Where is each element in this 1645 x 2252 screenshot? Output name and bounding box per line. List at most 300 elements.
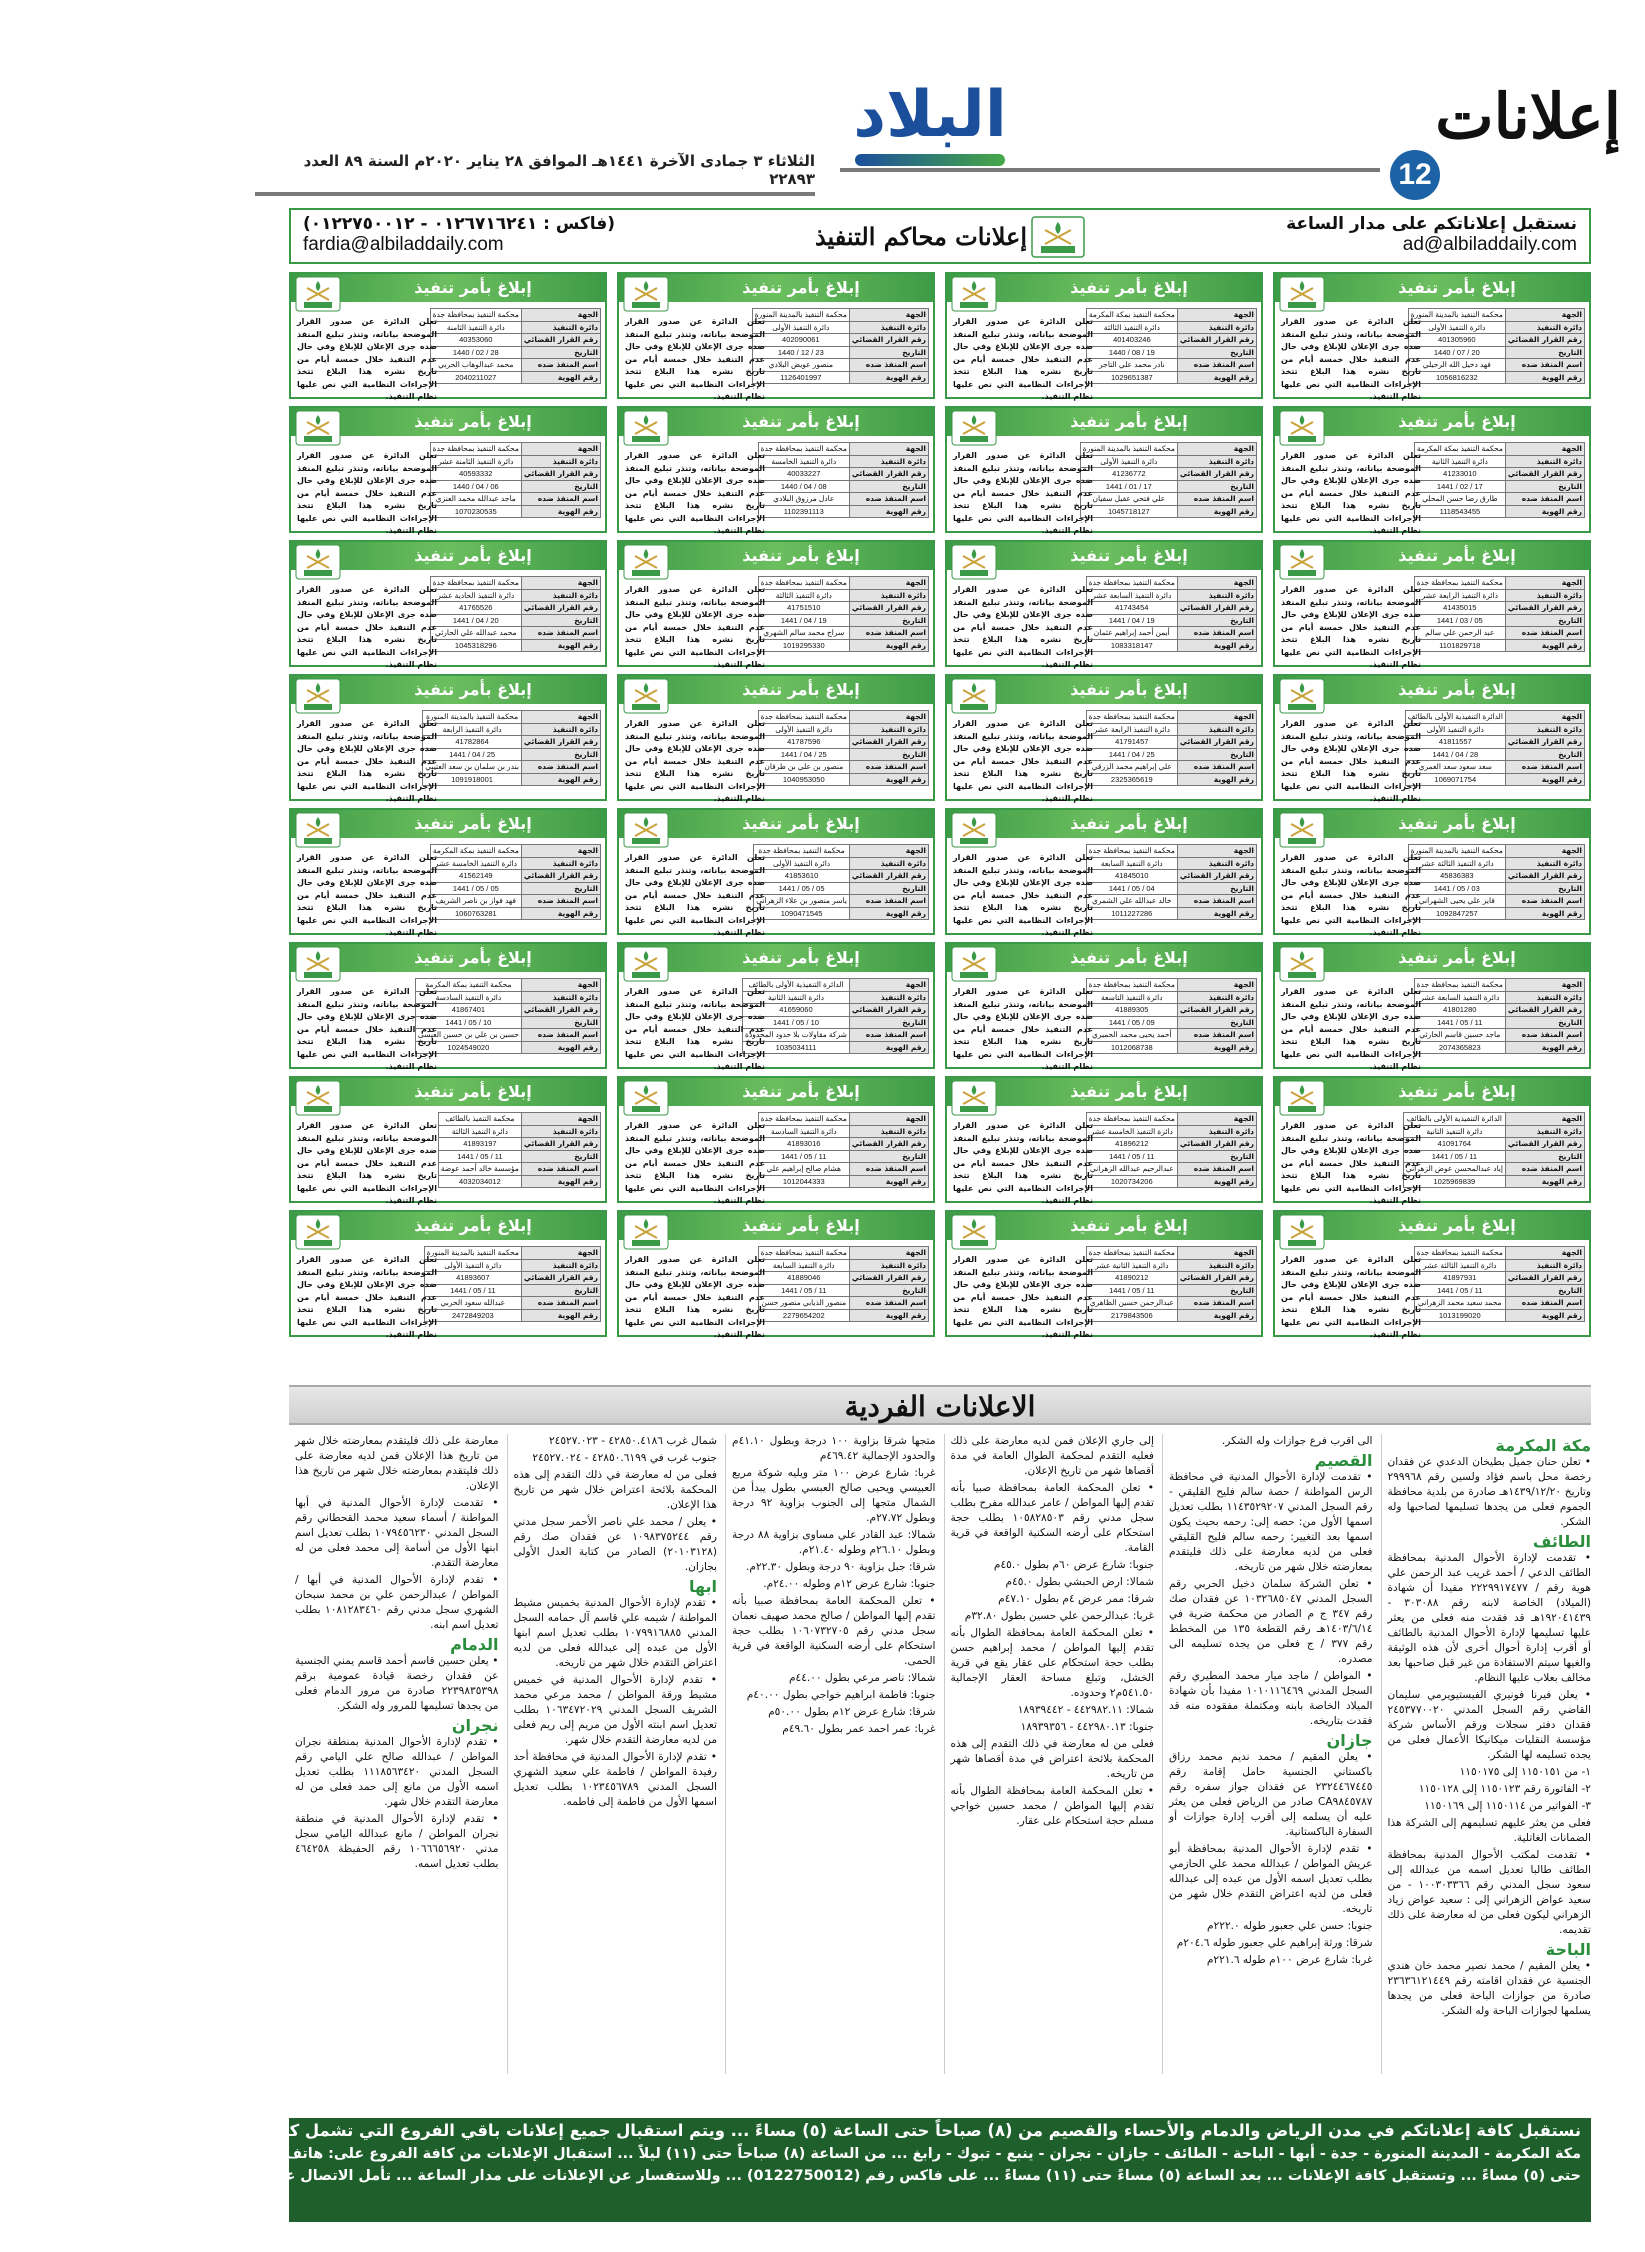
notice-body-text: تعلن الدائرة عن صدور القرار الموضحة بياناته، وتنذر تبليغ المنفذ ضده جرى الإعلان للإبلاغ وفي حال عدم التنفيذ خلال خمسة أيام من تاريخ نشره هذا البلاغ تتخذ الإجراءات النظامية التي نص عليها نظام التنفيذ. bbox=[625, 451, 765, 535]
court-emblem-icon bbox=[295, 946, 341, 982]
banner-fax: (فاكس : ٠١٢٦٧١٦٢٤١ - ٠١٢٢٧٥٠٠١٢) bbox=[303, 214, 616, 234]
notice-details-table bbox=[430, 576, 601, 652]
execution-notice bbox=[945, 406, 1263, 533]
notice-field-id: 2325365619 bbox=[1086, 773, 1177, 786]
notice-details-table bbox=[758, 442, 929, 518]
notice-field-date: 10 / 05 / 1441 bbox=[415, 1016, 521, 1029]
notice-field-label: رقم الهوية bbox=[1505, 371, 1584, 384]
ads-column bbox=[507, 1434, 718, 2074]
notice-field-label: رقم القرار القضائي bbox=[849, 1272, 928, 1285]
notice-body-text: تعلن الدائرة عن صدور القرار الموضحة بياناته، وتنذر تبليغ المنفذ ضده جرى الإعلان للإبلاغ وفي حال عدم التنفيذ خلال خمسة أيام من تاريخ نشره هذا البلاغ تتخذ الإجراءات النظامية التي نص عليها نظام التنفيذ. bbox=[953, 585, 1093, 669]
notice-title: إبلاغ بأمر تنفيذ bbox=[619, 810, 933, 838]
notice-field-decision: 40593332 bbox=[430, 468, 521, 481]
notice-field-court: محكمة التنفيذ بالمدينة المنورة bbox=[1408, 309, 1505, 322]
notice-field-label: رقم الهوية bbox=[849, 1041, 928, 1054]
notice-field-label: الجهة bbox=[849, 1247, 928, 1260]
notice-field-label: الجهة bbox=[521, 711, 600, 724]
notice-field-label: دائرة التنفيذ bbox=[521, 321, 600, 334]
notice-field-decision: 41893197 bbox=[438, 1138, 521, 1151]
ad-item: ٢- الفاتورة رقم ١١٥٠١٢٣ إلى ١١٥٠١٢٨ bbox=[1418, 1783, 1591, 1795]
notice-field-label: اسم المنفذ ضده bbox=[849, 895, 928, 908]
notice-field-label: دائرة التنفيذ bbox=[521, 589, 600, 602]
notice-field-court: محكمة التنفيذ بمكة المكرمة bbox=[1414, 443, 1505, 456]
notice-field-court: محكمة التنفيذ بمحافظة جدة bbox=[430, 443, 521, 456]
notice-field-circuit: دائرة التنفيذ الثالثة عشر bbox=[1408, 857, 1505, 870]
notice-field-court: محكمة التنفيذ بمكة المكرمة bbox=[430, 845, 521, 858]
ad-item: • يعلن / محمد علي ناصر الأحمر سجل مدني رقم ١٠٩٨٣٧٥٢٤٤ عن فقدان صك رقم (٢٠١٠٣١٢٨) الصادر من كتابة العدل الأولى بجازان. bbox=[513, 1516, 717, 1573]
notice-body-text: تعلن الدائرة عن صدور القرار الموضحة بياناته، وتنذر تبليغ المنفذ ضده جرى الإعلان للإبلاغ وفي حال عدم التنفيذ خلال خمسة أيام من تاريخ نشره هذا البلاغ تتخذ الإجراءات النظامية التي نص عليها نظام التنفيذ. bbox=[1281, 853, 1421, 937]
notice-field-name: خالد عبدالله علي الشمري bbox=[1086, 895, 1177, 908]
execution-notice bbox=[289, 1210, 607, 1337]
notice-field-court: محكمة التنفيذ بالمدينة المنورة bbox=[1408, 845, 1505, 858]
notice-field-name: فايز علي يحيى الشهراني bbox=[1408, 895, 1505, 908]
notice-field-label: رقم القرار القضائي bbox=[1505, 602, 1584, 615]
city-heading: القصيم bbox=[1314, 1451, 1373, 1470]
ad-item: • تقدم لإدارة الأحوال المدنية في منطقة نجران المواطن / مانع عبدالله اليامي سجل مدني ١٠٦٦٦٥٦٩٢٠ رقم الحفيظة ٤٦٤٢٥٨ بطلب تعديل اسمه. bbox=[295, 1813, 499, 1870]
notice-title: إبلاغ بأمر تنفيذ bbox=[947, 944, 1261, 972]
notice-field-circuit: دائرة التنفيذ الأولى bbox=[752, 321, 849, 334]
notice-body-text: تعلن الدائرة عن صدور القرار الموضحة بياناته، وتنذر تبليغ المنفذ ضده جرى الإعلان للإبلاغ وفي حال عدم التنفيذ خلال خمسة أيام من تاريخ نشره هذا البلاغ تتخذ الإجراءات النظامية التي نص عليها نظام التنفيذ. bbox=[297, 1255, 437, 1339]
notice-field-decision: 41845010 bbox=[1086, 870, 1177, 883]
notice-field-circuit: دائرة التنفيذ الرابعة عشر bbox=[1086, 723, 1177, 736]
court-emblem-icon bbox=[1279, 410, 1325, 446]
notice-field-date: 10 / 05 / 1441 bbox=[743, 1016, 850, 1029]
notice-field-decision: 45836383 bbox=[1408, 870, 1505, 883]
notice-field-label: التاريخ bbox=[1505, 480, 1584, 493]
notice-field-id: 1101829718 bbox=[1414, 639, 1505, 652]
ad-item: • تقدمت لإدارة الأحوال المدنية في أبها المواطنة / أسماء سعيد محمد القحطاني رقم السجل المدني ١٠٧٩٤٥٦٢٣٠ بطلب تعديل اسم ابنها الأول من أسامة إلى محمد فعلى من له معارضة التقدم. bbox=[295, 1497, 499, 1569]
notice-field-label: اسم المنفذ ضده bbox=[849, 627, 928, 640]
notice-field-label: رقم الهوية bbox=[849, 639, 928, 652]
notice-field-id: 1035034111 bbox=[743, 1041, 850, 1054]
notice-field-circuit: دائرة التنفيذ الثانية عشر bbox=[1086, 1259, 1177, 1272]
notice-field-label: رقم القرار القضائي bbox=[849, 870, 928, 883]
notice-field-label: رقم القرار القضائي bbox=[1505, 870, 1584, 883]
court-emblem-icon bbox=[1279, 544, 1325, 580]
notice-title: إبلاغ بأمر تنفيذ bbox=[291, 1212, 605, 1240]
notice-field-label: رقم القرار القضائي bbox=[849, 736, 928, 749]
notice-body-text: تعلن الدائرة عن صدور القرار الموضحة بياناته، وتنذر تبليغ المنفذ ضده جرى الإعلان للإبلاغ وفي حال عدم التنفيذ خلال خمسة أيام من تاريخ نشره هذا البلاغ تتخذ الإجراءات النظامية التي نص عليها نظام التنفيذ. bbox=[625, 317, 765, 401]
section-title: إعلانات bbox=[1435, 80, 1621, 153]
notice-field-decision: 41896212 bbox=[1086, 1138, 1177, 1151]
notice-field-label: الجهة bbox=[1505, 979, 1584, 992]
notice-field-label: التاريخ bbox=[521, 614, 600, 627]
notice-field-decision: 41791457 bbox=[1086, 736, 1177, 749]
notice-field-label: رقم الهوية bbox=[1177, 1041, 1256, 1054]
execution-notice bbox=[945, 674, 1263, 801]
notice-details-table bbox=[742, 978, 929, 1054]
notice-field-decision: 41787596 bbox=[758, 736, 849, 749]
notice-field-decision: 41782864 bbox=[423, 736, 522, 749]
notice-title: إبلاغ بأمر تنفيذ bbox=[291, 408, 605, 436]
notice-field-label: رقم الهوية bbox=[1177, 371, 1256, 384]
notice-title: إبلاغ بأمر تنفيذ bbox=[619, 274, 933, 302]
notice-field-circuit: دائرة التنفيذ الأولى bbox=[1080, 455, 1177, 468]
execution-notice bbox=[945, 808, 1263, 935]
page-number-badge: 12 bbox=[1390, 150, 1440, 200]
notice-title: إبلاغ بأمر تنفيذ bbox=[947, 1212, 1261, 1240]
notice-title: إبلاغ بأمر تنفيذ bbox=[291, 274, 605, 302]
notice-field-court: محكمة التنفيذ بالطائف bbox=[438, 1113, 521, 1126]
ad-item: غربا: عبدالرحمن علي حسين بطول ٣٢.٨٠م bbox=[964, 1610, 1154, 1622]
notice-field-date: 11 / 05 / 1441 bbox=[438, 1150, 521, 1163]
notice-field-date: 17 / 02 / 1441 bbox=[1414, 480, 1505, 493]
notice-field-label: دائرة التنفيذ bbox=[1505, 857, 1584, 870]
execution-notice bbox=[289, 942, 607, 1069]
notice-field-label: رقم الهوية bbox=[1505, 1175, 1584, 1188]
notice-field-id: 2279654202 bbox=[758, 1309, 849, 1322]
notice-field-label: رقم القرار القضائي bbox=[1505, 1004, 1584, 1017]
notice-field-date: 20 / 04 / 1441 bbox=[430, 614, 521, 627]
court-emblem-icon bbox=[951, 1214, 997, 1250]
ad-item: جنوبا: شارع عرض ١٢م وطوله ٢٤.٠٠م. bbox=[763, 1578, 936, 1590]
notice-field-label: التاريخ bbox=[1505, 614, 1584, 627]
notice-field-name: محمد سعيد محمد الزهراني bbox=[1414, 1297, 1505, 1310]
notice-field-circuit: دائرة التنفيذ السابعة bbox=[1086, 857, 1177, 870]
notice-field-decision: 41743454 bbox=[1086, 602, 1177, 615]
notice-field-name: ماجد عبدالله محمد العنزي bbox=[430, 493, 521, 506]
notice-field-label: رقم الهوية bbox=[849, 773, 928, 786]
notice-field-name: بندر بن سلمان بن سعد العتيبي bbox=[423, 761, 522, 774]
notice-field-label: اسم المنفذ ضده bbox=[849, 761, 928, 774]
notice-field-date: 11 / 05 / 1441 bbox=[1086, 1150, 1177, 1163]
notice-details-table bbox=[438, 1112, 601, 1188]
execution-notices-grid bbox=[289, 272, 1591, 1337]
ad-item: جنوبا: شارع عرض ٦٠م بطول ٤٥.٠م bbox=[993, 1559, 1154, 1571]
notice-field-court: محكمة التنفيذ بمحافظة جدة bbox=[1086, 979, 1177, 992]
notice-field-label: الجهة bbox=[521, 1247, 600, 1260]
header-rule bbox=[840, 168, 1380, 172]
notice-field-court: الدائرة التنفيذية الأولى بالطائف bbox=[743, 979, 850, 992]
notice-field-id: 1029651387 bbox=[1086, 371, 1177, 384]
court-emblem-icon bbox=[1279, 276, 1325, 312]
notice-field-label: رقم الهوية bbox=[849, 907, 928, 920]
ad-item: • يعلن حسين قاسم أحمد قاسم يمني الجنسية عن فقدان رخصة قيادة عمومية برقم ٢٢٣٩٨٣٥٣٩٨ صادرة من مرور الدمام فعلى من يجدها تسليمها للمرور وله الشكر. bbox=[295, 1655, 499, 1712]
notice-field-date: 05 / 03 / 1441 bbox=[1414, 614, 1505, 627]
ad-item: • تعلن المحكمة العامة بمحافظة صبيا بأنه تقدم إليها المواطن / عامر عبدالله مفرح بطلب سجل مدني رقم ١٠٥٨٢٨٥٠٣ بطلب حجة استحكام على أرضه السكنية الواقعة في قرية القامة. bbox=[950, 1482, 1154, 1554]
ad-item: معارضة على ذلك فليتقدم بمعارضته خلال شهر من تاريخ هذا الإعلان فمن لديه معارضة على ذلك فليتقدم بمعارضته خلال شهر من تاريخ هذا الإعلان. bbox=[295, 1435, 499, 1492]
court-emblem-icon bbox=[1031, 216, 1085, 258]
ad-item: • تعلن حنان جميل بطيخان الدعدي عن فقدان رخصة محل باسم فؤاد ولسين رقم ٢٩٩٩٦٨ وتاريخ ١٤٣٩/١٢/٢٠هـ صادرة من بلدية محافظة الجموم فعلى من يجدها تسليمها لصاحبها وله الشكر. bbox=[1387, 1456, 1591, 1528]
court-emblem-icon bbox=[951, 544, 997, 580]
notice-field-label: دائرة التنفيذ bbox=[1505, 321, 1584, 334]
notice-field-circuit: دائرة التنفيذ الثانية bbox=[743, 991, 850, 1004]
notice-field-label: رقم الهوية bbox=[521, 907, 600, 920]
notice-field-label: الجهة bbox=[1505, 577, 1584, 590]
notice-field-court: محكمة التنفيذ بمحافظة جدة bbox=[1414, 1247, 1505, 1260]
notice-field-decision: 401305960 bbox=[1408, 334, 1505, 347]
ad-item: • تعلن الشركة سلمان دخيل الحربي رقم السجل المدني ١٠٣٢٦٨٥٠٤٧ عن فقدان صك رقم ٣٤٧ ج م الصادر من محكمة ضرية في ١٤٠٣/٦/١٤هـ رقم القطعة ١٣٥ من المخطط رقم ٣٧٧ / ج فعلى من يجده تسليمه الى مصدره. bbox=[1169, 1578, 1373, 1665]
banner-contact-left bbox=[303, 214, 615, 256]
execution-notice bbox=[1273, 674, 1591, 801]
footer-line-1: نستقبل كافة إعلاناتكم في مدن الرياض والدمام والأحساء والقصيم من (٨) صباحاً حتى الساعة (٥) مساءً ... ويتم استقبال جميع إعلانات باقي الفروع التي تشمل كل من bbox=[244, 2121, 1581, 2140]
notice-field-label: رقم القرار القضائي bbox=[521, 1272, 600, 1285]
notice-field-label: التاريخ bbox=[521, 480, 600, 493]
notice-field-date: 25 / 04 / 1441 bbox=[758, 748, 849, 761]
banner-fardia-email: fardia@albiladdaily.com bbox=[303, 234, 504, 255]
notice-field-name: سعد سعود سعد العمري bbox=[1405, 761, 1505, 774]
notice-field-label: دائرة التنفيذ bbox=[1177, 589, 1256, 602]
notice-field-id: 1011227286 bbox=[1086, 907, 1177, 920]
notice-field-name: عبدالرحيم عبدالله الزهراني bbox=[1086, 1163, 1177, 1176]
notice-title: إبلاغ بأمر تنفيذ bbox=[619, 944, 933, 972]
notice-body-text: تعلن الدائرة عن صدور القرار الموضحة بياناته، وتنذر تبليغ المنفذ ضده جرى الإعلان للإبلاغ وفي حال عدم التنفيذ خلال خمسة أيام من تاريخ نشره هذا البلاغ تتخذ الإجراءات النظامية التي نص عليها نظام التنفيذ. bbox=[1281, 1255, 1421, 1339]
notice-title: إبلاغ بأمر تنفيذ bbox=[619, 542, 933, 570]
notice-field-label: دائرة التنفيذ bbox=[1177, 857, 1256, 870]
notice-field-date: 04 / 05 / 1441 bbox=[1086, 882, 1177, 895]
notice-details-table bbox=[415, 978, 601, 1054]
execution-notice bbox=[945, 540, 1263, 667]
notice-field-label: اسم المنفذ ضده bbox=[1505, 1297, 1584, 1310]
notice-details-table bbox=[758, 1246, 929, 1322]
notice-field-label: دائرة التنفيذ bbox=[521, 991, 600, 1004]
notice-field-court: محكمة التنفيذ بمحافظة جدة bbox=[754, 845, 850, 858]
court-notices-banner bbox=[289, 208, 1591, 264]
notice-field-label: رقم الهوية bbox=[521, 1041, 600, 1054]
court-emblem-icon bbox=[951, 812, 997, 848]
notice-field-name: فهد فواز بن ناصر الشريف bbox=[430, 895, 521, 908]
notice-field-id: 1045718127 bbox=[1080, 505, 1177, 518]
notice-field-decision: 41890212 bbox=[1086, 1272, 1177, 1285]
notice-field-court: محكمة التنفيذ بالمدينة المنورة bbox=[752, 309, 849, 322]
notice-field-label: رقم الهوية bbox=[849, 1309, 928, 1322]
notice-field-circuit: دائرة التنفيذ الرابعة bbox=[423, 723, 522, 736]
notice-field-label: الجهة bbox=[521, 845, 600, 858]
notice-field-circuit: دائرة التنفيذ الثالثة bbox=[758, 589, 849, 602]
notice-title: إبلاغ بأمر تنفيذ bbox=[619, 676, 933, 704]
notice-field-label: رقم القرار القضائي bbox=[849, 468, 928, 481]
notice-field-circuit: دائرة التنفيذ الثامنة عشر bbox=[430, 455, 521, 468]
notice-field-circuit: دائرة التنفيذ الأولى bbox=[1405, 723, 1505, 736]
notice-field-name: منصور بن علي بن طرقان bbox=[758, 761, 849, 774]
court-emblem-icon bbox=[295, 678, 341, 714]
notice-field-circuit: دائرة التنفيذ الخامسة bbox=[758, 455, 849, 468]
notice-field-label: اسم المنفذ ضده bbox=[1177, 895, 1256, 908]
notice-field-label: اسم المنفذ ضده bbox=[849, 493, 928, 506]
city-heading: الطائف bbox=[1532, 1532, 1591, 1551]
notice-field-date: 11 / 05 / 1441 bbox=[1086, 1284, 1177, 1297]
notice-body-text: تعلن الدائرة عن صدور القرار الموضحة بياناته، وتنذر تبليغ المنفذ ضده جرى الإعلان للإبلاغ وفي حال عدم التنفيذ خلال خمسة أيام من تاريخ نشره هذا البلاغ تتخذ الإجراءات النظامية التي نص عليها نظام التنفيذ. bbox=[625, 719, 765, 803]
notice-body-text: تعلن الدائرة عن صدور القرار الموضحة بياناته، وتنذر تبليغ المنفذ ضده جرى الإعلان للإبلاغ وفي حال عدم التنفيذ خلال خمسة أيام من تاريخ نشره هذا البلاغ تتخذ الإجراءات النظامية التي نص عليها نظام التنفيذ. bbox=[297, 585, 437, 669]
notice-field-label: رقم القرار القضائي bbox=[1177, 870, 1256, 883]
notice-field-label: رقم الهوية bbox=[521, 773, 600, 786]
notice-field-label: دائرة التنفيذ bbox=[1505, 723, 1584, 736]
notice-field-label: اسم المنفذ ضده bbox=[1505, 493, 1584, 506]
court-emblem-icon bbox=[623, 812, 669, 848]
notice-field-label: رقم الهوية bbox=[1177, 1309, 1256, 1322]
notice-details-table bbox=[758, 576, 929, 652]
execution-notice bbox=[1273, 1210, 1591, 1337]
notice-field-label: رقم القرار القضائي bbox=[849, 1004, 928, 1017]
notice-field-label: الجهة bbox=[1177, 1113, 1256, 1126]
notice-field-label: الجهة bbox=[849, 979, 928, 992]
notice-field-circuit: دائرة التنفيذ الخامسة عشر bbox=[430, 857, 521, 870]
notice-field-id: 2074365823 bbox=[1414, 1041, 1505, 1054]
notice-field-label: رقم القرار القضائي bbox=[1177, 602, 1256, 615]
banner-title: إعلانات محاكم التنفيذ bbox=[814, 222, 1028, 251]
notice-details-table bbox=[1086, 1246, 1257, 1322]
notice-body-text: تعلن الدائرة عن صدور القرار الموضحة بياناته، وتنذر تبليغ المنفذ ضده جرى الإعلان للإبلاغ وفي حال عدم التنفيذ خلال خمسة أيام من تاريخ نشره هذا البلاغ تتخذ الإجراءات النظامية التي نص عليها نظام التنفيذ. bbox=[1281, 451, 1421, 535]
notice-field-court: محكمة التنفيذ بالمدينة المنورة bbox=[1080, 443, 1177, 456]
notice-field-label: رقم القرار القضائي bbox=[521, 1004, 600, 1017]
notice-body-text: تعلن الدائرة عن صدور القرار الموضحة بياناته، وتنذر تبليغ المنفذ ضده جرى الإعلان للإبلاغ وفي حال عدم التنفيذ خلال خمسة أيام من تاريخ نشره هذا البلاغ تتخذ الإجراءات النظامية التي نص عليها نظام التنفيذ. bbox=[953, 719, 1093, 803]
notice-field-label: التاريخ bbox=[849, 1016, 928, 1029]
notice-field-date: 08 / 04 / 1440 bbox=[758, 480, 849, 493]
notice-field-label: التاريخ bbox=[849, 1150, 928, 1163]
newspaper-logo bbox=[845, 78, 1015, 166]
notice-field-id: 1126401997 bbox=[752, 371, 849, 384]
notice-field-circuit: دائرة التنفيذ الثالثة bbox=[1086, 321, 1177, 334]
notice-field-decision: 41893607 bbox=[424, 1272, 521, 1285]
notice-details-table bbox=[1086, 576, 1257, 652]
notice-field-circuit: دائرة التنفيذ الأولى bbox=[754, 857, 850, 870]
ad-item: شرقا: شارع عرض ١٢م بطول ٥٠.٠٠م bbox=[768, 1706, 936, 1718]
ads-column bbox=[725, 1434, 936, 2074]
notice-field-circuit: دائرة التنفيذ التاسعة bbox=[1086, 991, 1177, 1004]
notice-field-decision: 41435015 bbox=[1414, 602, 1505, 615]
court-emblem-icon bbox=[623, 410, 669, 446]
execution-notice bbox=[617, 540, 935, 667]
notice-field-name: عبد الرحمن علي سالم bbox=[1414, 627, 1505, 640]
notice-field-label: اسم المنفذ ضده bbox=[1505, 1163, 1584, 1176]
notice-field-label: الجهة bbox=[1177, 577, 1256, 590]
notice-details-table bbox=[430, 844, 601, 920]
court-emblem-icon bbox=[951, 678, 997, 714]
notice-details-table bbox=[1086, 710, 1257, 786]
court-emblem-icon bbox=[623, 1080, 669, 1116]
notice-field-label: اسم المنفذ ضده bbox=[1505, 761, 1584, 774]
notice-field-date: 11 / 05 / 1441 bbox=[424, 1284, 521, 1297]
execution-notice bbox=[617, 1210, 935, 1337]
notice-field-decision: 41811557 bbox=[1405, 736, 1505, 749]
court-emblem-icon bbox=[1279, 1080, 1325, 1116]
notice-field-label: التاريخ bbox=[1177, 614, 1256, 627]
notice-field-label: دائرة التنفيذ bbox=[521, 857, 600, 870]
notice-details-table bbox=[1086, 308, 1257, 384]
notice-field-label: دائرة التنفيذ bbox=[1505, 991, 1584, 1004]
notice-field-date: 05 / 05 / 1441 bbox=[430, 882, 521, 895]
notice-details-table bbox=[752, 308, 929, 384]
notice-field-label: الجهة bbox=[1177, 443, 1256, 456]
notice-field-name: مؤسسة خالد أحمد عوضة bbox=[438, 1163, 521, 1176]
notice-field-id: 1069071754 bbox=[1405, 773, 1505, 786]
notice-field-label: دائرة التنفيذ bbox=[1505, 455, 1584, 468]
notice-field-label: التاريخ bbox=[521, 346, 600, 359]
notice-field-date: 03 / 05 / 1441 bbox=[1408, 882, 1505, 895]
notice-body-text: تعلن الدائرة عن صدور القرار الموضحة بياناته، وتنذر تبليغ المنفذ ضده جرى الإعلان للإبلاغ وفي حال عدم التنفيذ خلال خمسة أيام من تاريخ نشره هذا البلاغ تتخذ الإجراءات النظامية التي نص عليها نظام التنفيذ. bbox=[953, 451, 1093, 535]
notice-field-date: 28 / 04 / 1441 bbox=[1405, 748, 1505, 761]
execution-notice bbox=[945, 272, 1263, 399]
notice-field-label: رقم القرار القضائي bbox=[1177, 1138, 1256, 1151]
notice-title: إبلاغ بأمر تنفيذ bbox=[947, 274, 1261, 302]
notice-field-date: 28 / 02 / 1440 bbox=[430, 346, 521, 359]
notice-field-label: الجهة bbox=[521, 577, 600, 590]
notice-field-label: رقم القرار القضائي bbox=[1505, 334, 1584, 347]
notice-field-label: اسم المنفذ ضده bbox=[1505, 895, 1584, 908]
notice-field-name: ياسر منصور بن علاء الزهراني bbox=[754, 895, 850, 908]
notice-body-text: تعلن الدائرة عن صدور القرار الموضحة بياناته، وتنذر تبليغ المنفذ ضده جرى الإعلان للإبلاغ وفي حال عدم التنفيذ خلال خمسة أيام من تاريخ نشره هذا البلاغ تتخذ الإجراءات النظامية التي نص عليها نظام التنفيذ. bbox=[625, 853, 765, 937]
court-emblem-icon bbox=[295, 276, 341, 312]
notice-body-text: تعلن الدائرة عن صدور القرار الموضحة بياناته، وتنذر تبليغ المنفذ ضده جرى الإعلان للإبلاغ وفي حال عدم التنفيذ خلال خمسة أيام من تاريخ نشره هذا البلاغ تتخذ الإجراءات النظامية التي نص عليها نظام التنفيذ. bbox=[297, 987, 437, 1071]
notice-title: إبلاغ بأمر تنفيذ bbox=[1275, 408, 1589, 436]
notice-field-circuit: دائرة التنفيذ الحادية عشر bbox=[430, 589, 521, 602]
notice-body-text: تعلن الدائرة عن صدور القرار الموضحة بياناته، وتنذر تبليغ المنفذ ضده جرى الإعلان للإبلاغ وفي حال عدم التنفيذ خلال خمسة أيام من تاريخ نشره هذا البلاغ تتخذ الإجراءات النظامية التي نص عليها نظام التنفيذ. bbox=[625, 1121, 765, 1205]
notice-field-decision: 40033227 bbox=[758, 468, 849, 481]
notice-details-table bbox=[422, 710, 601, 786]
execution-notice bbox=[945, 1076, 1263, 1203]
notice-field-name: حسين بن علي بن حسين العيسى bbox=[415, 1029, 521, 1042]
notice-field-circuit: دائرة التنفيذ السادسة bbox=[758, 1125, 849, 1138]
notice-field-decision: 41765526 bbox=[430, 602, 521, 615]
notice-field-circuit: دائرة التنفيذ الثامنة bbox=[430, 321, 521, 334]
execution-notice bbox=[289, 808, 607, 935]
notice-field-label: اسم المنفذ ضده bbox=[1177, 1163, 1256, 1176]
notice-field-decision: 41801280 bbox=[1414, 1004, 1505, 1017]
court-emblem-icon bbox=[951, 1080, 997, 1116]
court-emblem-icon bbox=[1279, 946, 1325, 982]
court-emblem-icon bbox=[951, 410, 997, 446]
notice-field-label: رقم الهوية bbox=[1505, 639, 1584, 652]
notice-field-label: التاريخ bbox=[1505, 1016, 1584, 1029]
notice-field-label: الجهة bbox=[1177, 309, 1256, 322]
execution-notice bbox=[289, 674, 607, 801]
notice-field-label: اسم المنفذ ضده bbox=[1177, 1297, 1256, 1310]
court-emblem-icon bbox=[295, 410, 341, 446]
notice-title: إبلاغ بأمر تنفيذ bbox=[1275, 676, 1589, 704]
notice-field-label: التاريخ bbox=[1177, 882, 1256, 895]
notice-field-label: التاريخ bbox=[849, 1284, 928, 1297]
notice-body-text: تعلن الدائرة عن صدور القرار الموضحة بياناته، وتنذر تبليغ المنفذ ضده جرى الإعلان للإبلاغ وفي حال عدم التنفيذ خلال خمسة أيام من تاريخ نشره هذا البلاغ تتخذ الإجراءات النظامية التي نص عليها نظام التنفيذ. bbox=[625, 1255, 765, 1339]
notice-field-label: رقم القرار القضائي bbox=[521, 736, 600, 749]
notice-body-text: تعلن الدائرة عن صدور القرار الموضحة بياناته، وتنذر تبليغ المنفذ ضده جرى الإعلان للإبلاغ وفي حال عدم التنفيذ خلال خمسة أيام من تاريخ نشره هذا البلاغ تتخذ الإجراءات النظامية التي نص عليها نظام التنفيذ. bbox=[953, 1255, 1093, 1339]
notice-body-text: تعلن الدائرة عن صدور القرار الموضحة بياناته، وتنذر تبليغ المنفذ ضده جرى الإعلان للإبلاغ وفي حال عدم التنفيذ خلال خمسة أيام من تاريخ نشره هذا البلاغ تتخذ الإجراءات النظامية التي نص عليها نظام التنفيذ. bbox=[1281, 1121, 1421, 1205]
ads-column bbox=[1162, 1434, 1373, 2074]
footer-line-3: حتى (٥) مساءً ... وتستقبل كافة الإعلانات ... بعد الساعة (٥) مساءً حتى (١١) مساءً ... على فاكس رقم (0122750012) ... وللاستفسار عن الإعلانات على مدار الساعة ... تأمل الاتصال على جوال (0554470058) bbox=[104, 2168, 1581, 2184]
notice-field-date: 23 / 12 / 1440 bbox=[752, 346, 849, 359]
ad-item: شمالا: عبد القادر علي مساوى بزاوية ٨٨ درجة وبطول ٢٦.١٠م وطوله ٢١.٤٠م. bbox=[732, 1529, 936, 1556]
notice-title: إبلاغ بأمر تنفيذ bbox=[1275, 542, 1589, 570]
notice-field-id: 1083318147 bbox=[1086, 639, 1177, 652]
notice-field-circuit: دائرة التنفيذ السابعة عشر bbox=[1414, 991, 1505, 1004]
notice-field-label: الجهة bbox=[1505, 309, 1584, 322]
notice-field-label: الجهة bbox=[849, 711, 928, 724]
execution-notice bbox=[289, 272, 607, 399]
ad-item: إلى جاري الإعلان فمن لديه معارضة على ذلك فعليه التقدم لمحكمة الطوال العامة في مدة أقصاها شهر من تاريخ الإعلان. bbox=[950, 1435, 1154, 1477]
notice-field-id: 1025969839 bbox=[1403, 1175, 1505, 1188]
notice-field-label: دائرة التنفيذ bbox=[521, 1259, 600, 1272]
notice-field-decision: 41889305 bbox=[1086, 1004, 1177, 1017]
notice-field-court: محكمة التنفيذ بالمدينة المنورة bbox=[423, 711, 522, 724]
notice-details-table bbox=[424, 1246, 601, 1322]
ad-item: جنوبا: فاطمة ابراهيم خواجي بطول ٤٠.٠٠م bbox=[746, 1689, 936, 1701]
ad-item: فعلى من يعثر عليهم تسليمهم إلى الشركة هذا الضمانات الغاتلية. bbox=[1387, 1817, 1591, 1844]
city-heading: الباحة bbox=[1545, 1940, 1591, 1959]
ad-item: • تعلن المحكمة العامة بمحافظة صبيا بأنه تقدم إليها المواطن / صالح محمد صهيف نعمان سجل مدني رقم ١٠٦٠٧٣٢٧٠٥ بطلب حجة استحكام على أرضه السكنية الواقعة في قرية الحمى. bbox=[732, 1595, 936, 1667]
logo-underline bbox=[855, 154, 1005, 166]
ad-item: جنوبا: حسن علي جعبور طوله ٢٢٢.٠م bbox=[1207, 1920, 1373, 1932]
execution-notice bbox=[617, 808, 935, 935]
notice-field-label: رقم الهوية bbox=[1177, 907, 1256, 920]
notice-field-court: محكمة التنفيذ بمحافظة جدة bbox=[758, 577, 849, 590]
notice-field-name: إياد عبدالمحسن عوض الزهراني bbox=[1403, 1163, 1505, 1176]
notice-field-label: رقم القرار القضائي bbox=[1505, 468, 1584, 481]
notice-field-label: التاريخ bbox=[1505, 1150, 1584, 1163]
banner-receive-text: نستقبل إعلاناتكم على مدار الساعة bbox=[1286, 214, 1577, 234]
notice-title: إبلاغ بأمر تنفيذ bbox=[291, 1078, 605, 1106]
ad-item: • يعلن المقيم / محمد نصير محمد خان هندي الجنسية عن فقدان اقامته رقم ٢٣٦٣٦١٢١٤٤٩ صادرة من جوازات الباحة فعلى من يجدها يسلمها لجوازات الباحة وله الشكر. bbox=[1387, 1960, 1591, 2017]
notice-field-court: محكمة التنفيذ بمحافظة جدة bbox=[758, 1113, 849, 1126]
notice-field-name: عبدالله سعود الحربي bbox=[424, 1297, 521, 1310]
